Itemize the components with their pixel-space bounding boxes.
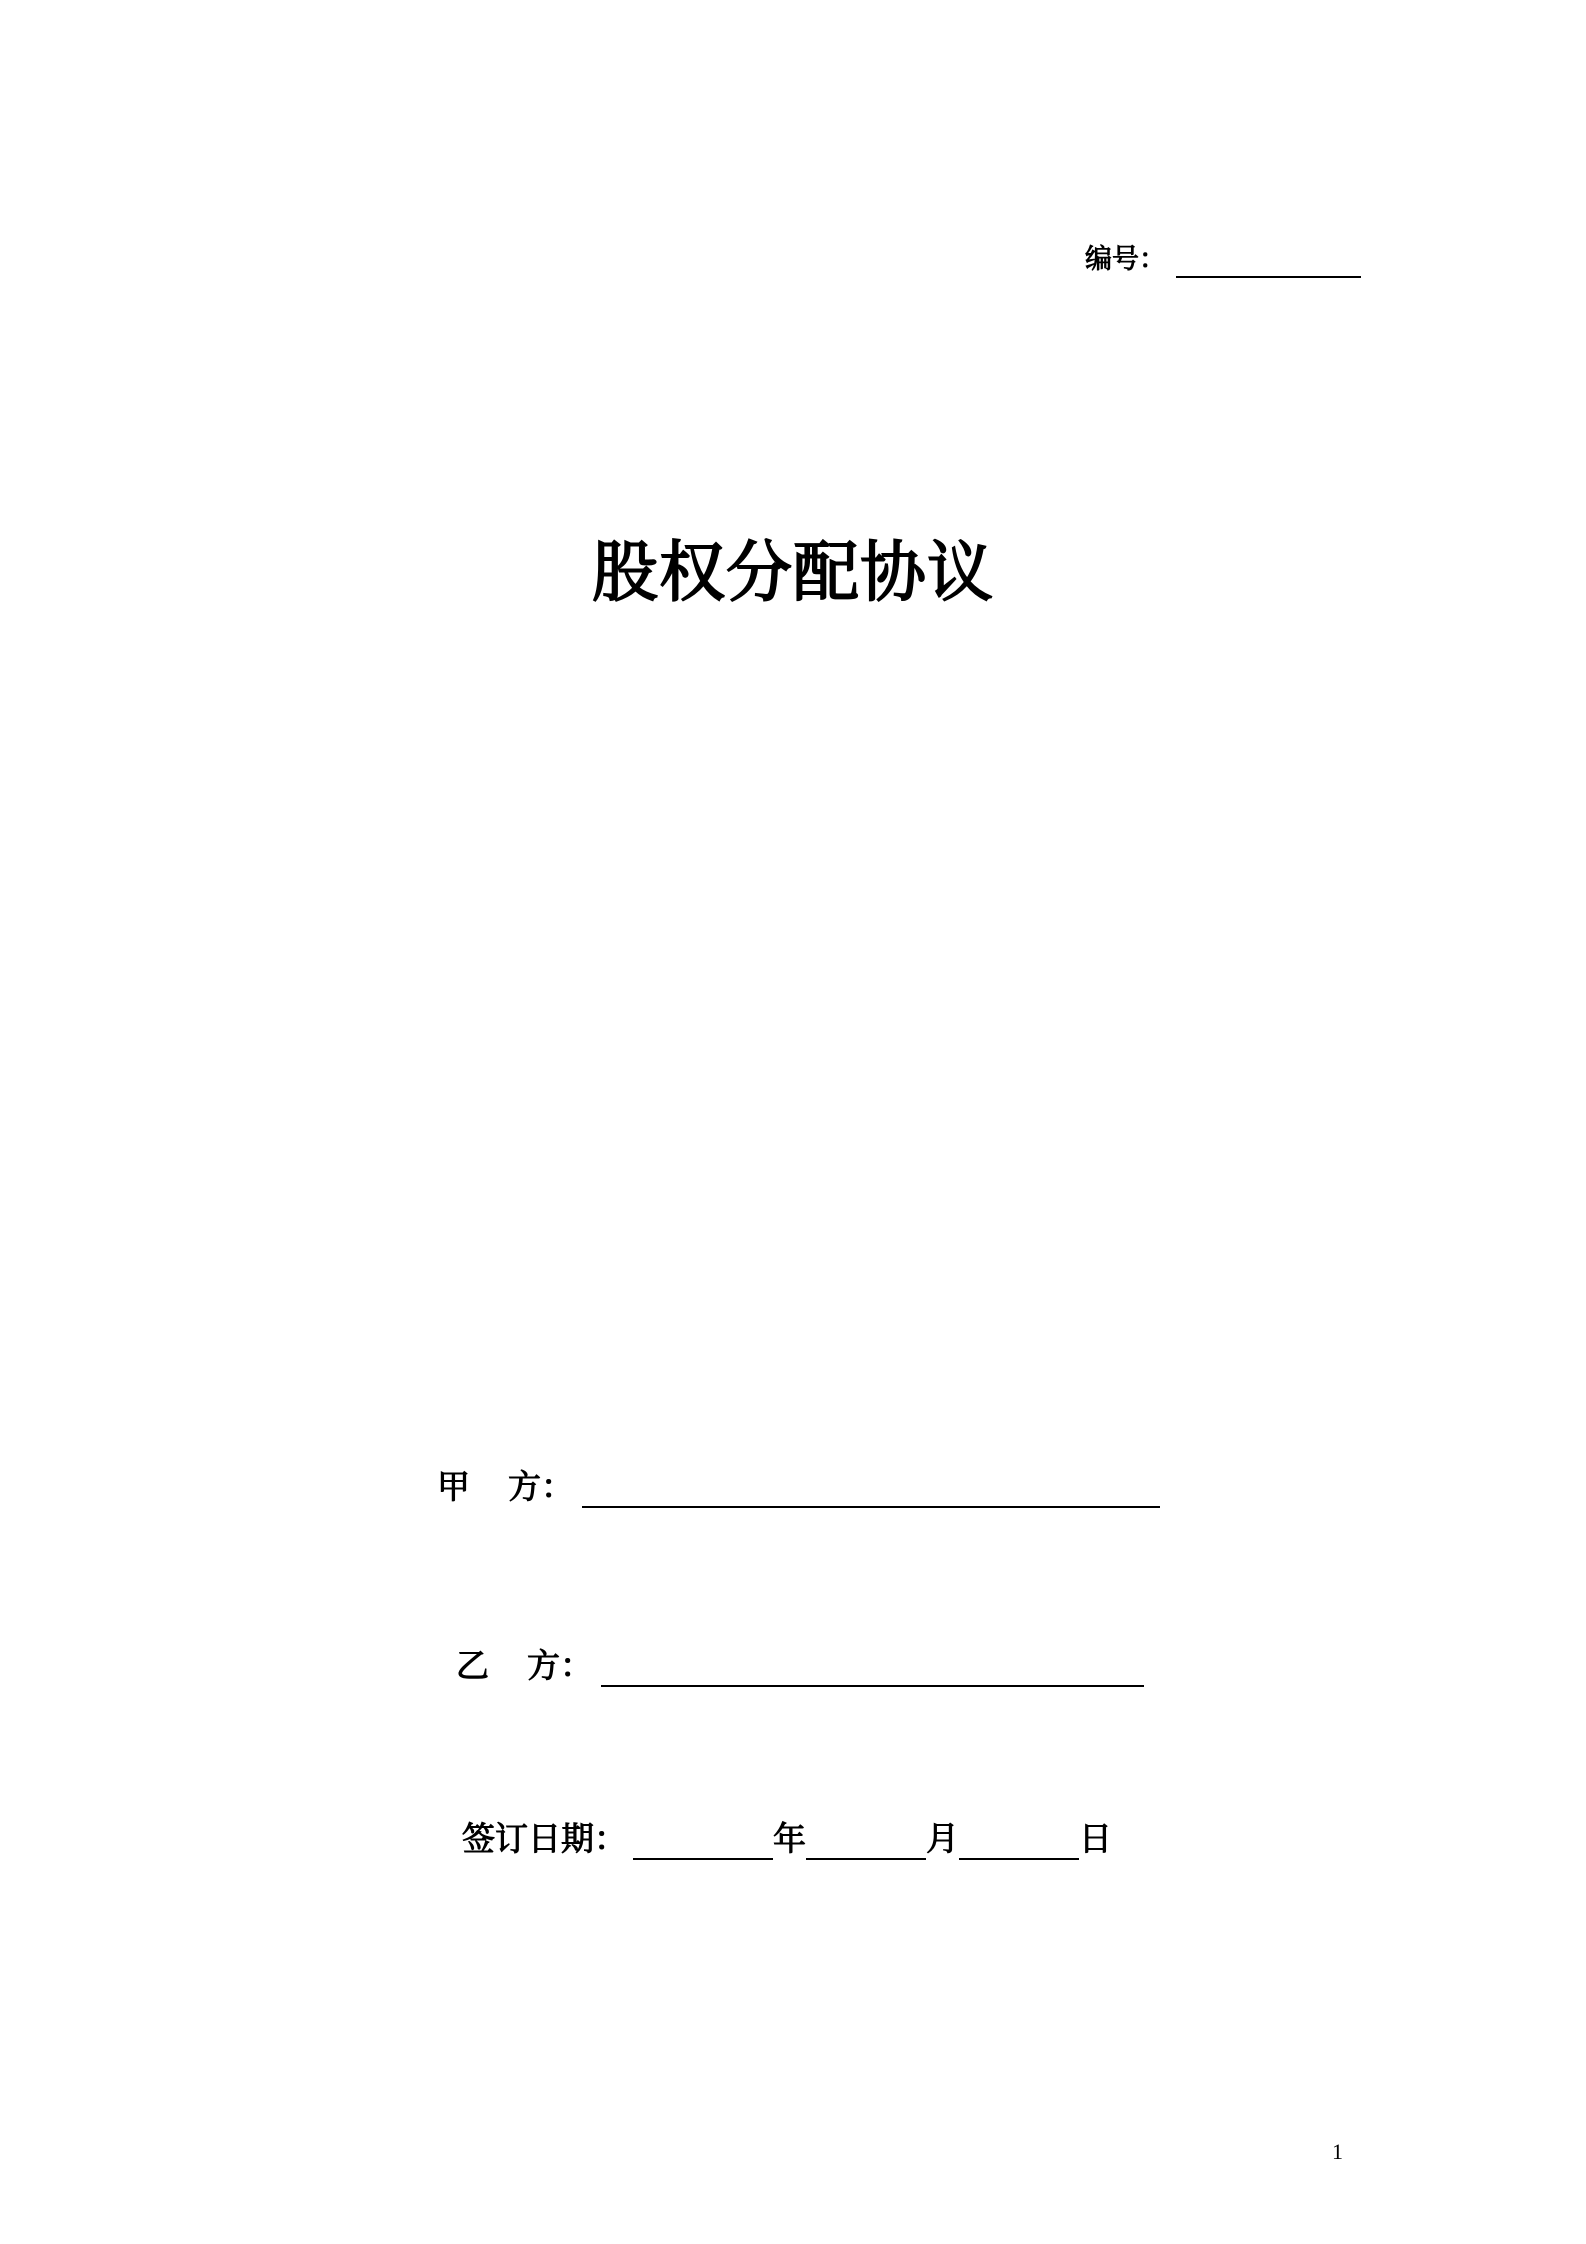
party-a-field (437, 1466, 1160, 1508)
signing-date-label: 签订日期： (462, 1819, 627, 1858)
year-label: 年 (773, 1819, 806, 1858)
party-a-label-char: 甲 (437, 1467, 470, 1506)
year-blank[interactable] (633, 1822, 773, 1860)
party-b-label-char: 乙 (456, 1646, 489, 1685)
day-label: 日 (1079, 1819, 1112, 1858)
party-b-label-suffix: 方： (527, 1646, 593, 1685)
signing-date-field (462, 1818, 1112, 1860)
serial-number-label: 编号： (1085, 244, 1166, 275)
serial-number-field (1085, 242, 1361, 278)
party-a-label-suffix: 方： (508, 1467, 574, 1506)
party-a-blank[interactable] (582, 1470, 1160, 1508)
month-blank[interactable] (806, 1822, 926, 1860)
party-b-blank[interactable] (601, 1649, 1144, 1687)
month-label: 月 (926, 1819, 959, 1858)
document-title: 股权分配协议 (592, 534, 994, 611)
serial-number-blank[interactable] (1176, 249, 1361, 278)
party-b-field (456, 1645, 1144, 1687)
day-blank[interactable] (959, 1822, 1079, 1860)
page-number: 1 (1332, 2139, 1343, 2164)
